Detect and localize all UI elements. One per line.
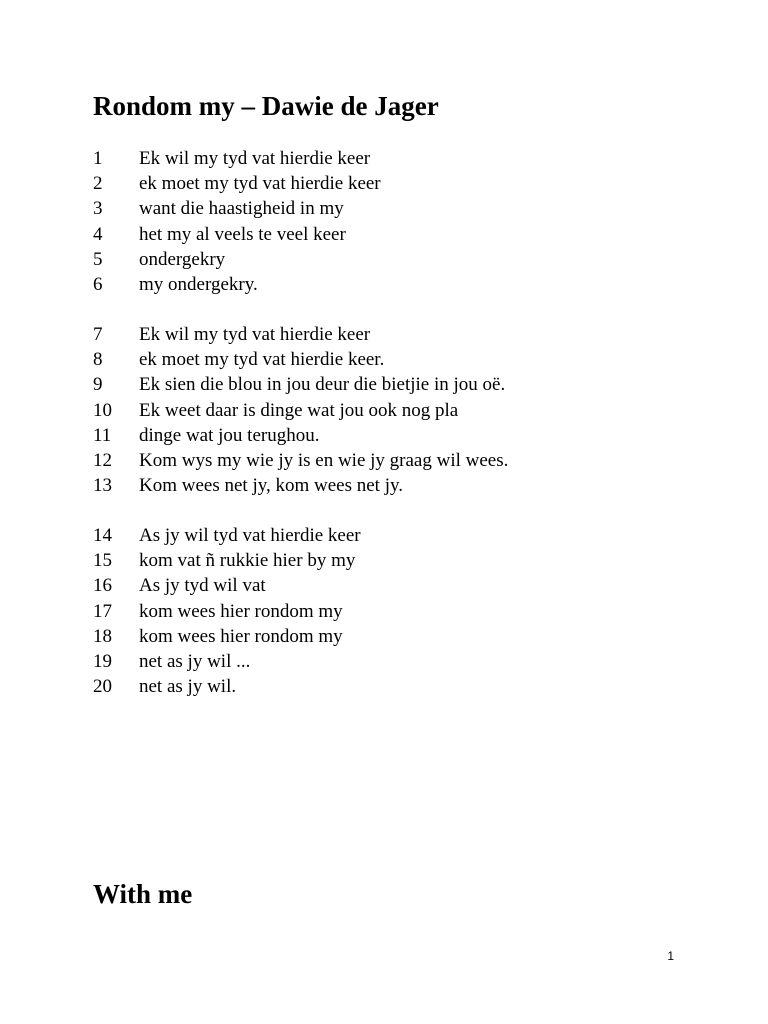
line-number: 3 [93,198,103,220]
line-text: As jy tyd wil vat [139,575,266,597]
line-text: Ek wil my tyd vat hierdie keer [139,148,371,169]
line-number: 4 [93,223,103,245]
line-text: het my al veels te veel keer [139,223,346,245]
line-number: 14 [93,525,112,546]
line-text: kom wees hier rondom my [139,600,343,622]
line-text: ek moet my tyd vat hierdie keer. [139,349,385,371]
line-number: 9 [93,374,103,396]
line-number: 11 [93,424,112,446]
line-text: ek moet my tyd vat hierdie keer [139,173,381,195]
line-text: Ek wil my tyd vat hierdie keer [139,324,371,345]
line-text: ondergekry [139,248,226,270]
line-number: 16 [93,575,112,597]
line-number: 12 [93,449,112,471]
line-text: net as jy wil ... [139,650,251,672]
line-number: 13 [93,475,112,497]
line-text: want die haastigheid in my [139,198,344,220]
line-number: 19 [93,650,112,672]
line-text: dinge wat jou terughou. [139,424,320,446]
line-text: kom wees hier rondom my [139,625,343,647]
line-text: net as jy wil. [139,676,237,698]
line-text: Ek weet daar is dinge wat jou ook nog pla [139,399,459,421]
line-number: 1 [93,148,103,169]
page-number: 1 [667,949,674,963]
translation-heading: With me [93,879,193,909]
line-number: 5 [93,248,103,270]
line-text: kom vat ñ rukkie hier by my [139,550,356,572]
line-number: 20 [93,676,112,698]
line-text: Kom wys my wie jy is en wie jy graag wil wees. [139,449,509,471]
line-number: 15 [93,550,112,572]
line-text: my ondergekry. [139,273,258,295]
line-number: 2 [93,173,103,195]
line-number: 7 [93,324,103,345]
line-number: 6 [93,273,103,295]
line-text: As jy wil tyd vat hierdie keer [139,525,361,546]
line-text: Ek sien die blou in jou deur die bietjie in jou oë. [139,374,506,396]
poem-title: Rondom my – Dawie de Jager [93,91,439,121]
line-number: 17 [93,600,112,622]
line-number: 8 [93,349,103,371]
line-number: 18 [93,625,112,647]
line-text: Kom wees net jy, kom wees net jy. [139,475,404,497]
line-number: 10 [93,399,112,421]
